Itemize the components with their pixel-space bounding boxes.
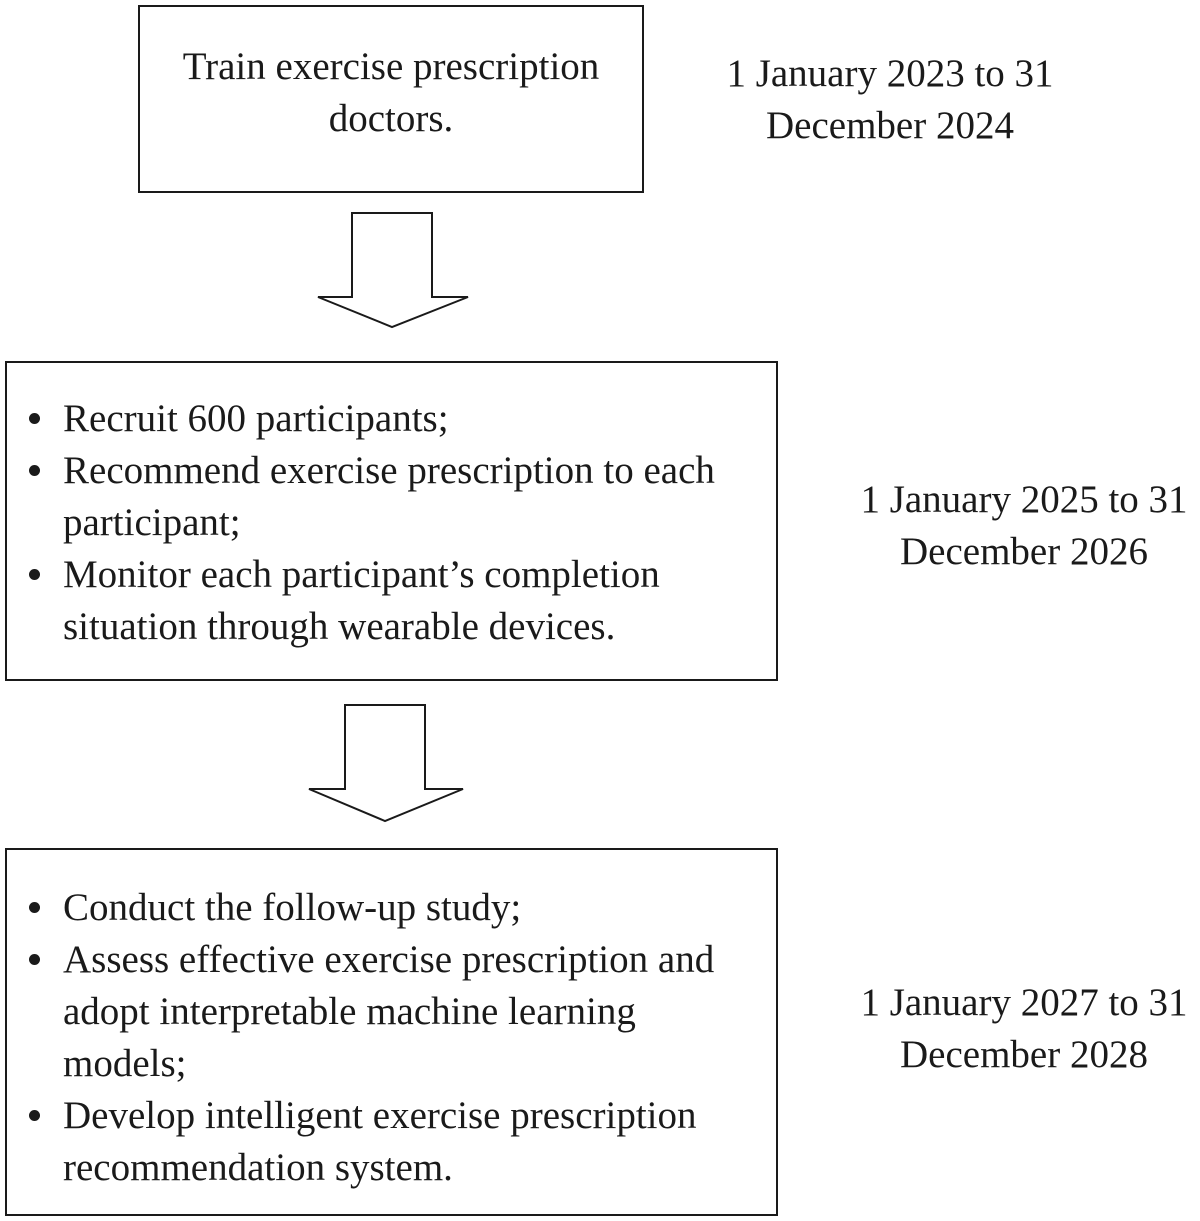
step-1-date-line-1: 1 January 2023 to 31	[726, 52, 1054, 95]
step-3-bullet-list	[25, 882, 762, 1194]
list-item: Recommend exercise prescription to each participant;	[25, 445, 762, 549]
step-2-date-line-2: December 2026	[900, 530, 1148, 573]
step-1-box	[138, 5, 644, 193]
list-item: Conduct the follow-up study;	[25, 882, 762, 934]
step-3-date-line-2: December 2028	[900, 1033, 1148, 1076]
bullet-icon	[29, 413, 40, 424]
list-item: Assess effective exercise prescription and adopt interpretable machine learning models;	[25, 934, 762, 1090]
bullet-icon	[29, 902, 40, 913]
step-2-date-line-1: 1 January 2025 to 31	[860, 478, 1188, 521]
list-item: Recruit 600 participants;	[25, 393, 762, 445]
down-arrow-icon	[314, 211, 472, 331]
bullet-icon	[29, 465, 40, 476]
bullet-icon	[29, 1110, 40, 1121]
step-3-box	[5, 848, 778, 1216]
bullet-icon	[29, 954, 40, 965]
step-2-bullet-list	[25, 393, 762, 653]
step-1-date-line-2: December 2024	[766, 104, 1014, 147]
step-3-date-line-1: 1 January 2027 to 31	[860, 981, 1188, 1024]
bullet-icon	[29, 569, 40, 580]
step-2-date	[838, 474, 1200, 578]
step-2-box	[5, 361, 778, 681]
step-3-date	[838, 977, 1200, 1081]
step-1-date	[700, 48, 1080, 152]
list-item: Monitor each participant’s completion situation through wearable devices.	[25, 549, 762, 653]
down-arrow-icon	[305, 703, 467, 825]
list-item: Develop intelligent exercise prescription recommendation system.	[25, 1090, 762, 1194]
step-1-text: Train exercise prescription doctors.	[182, 45, 600, 140]
